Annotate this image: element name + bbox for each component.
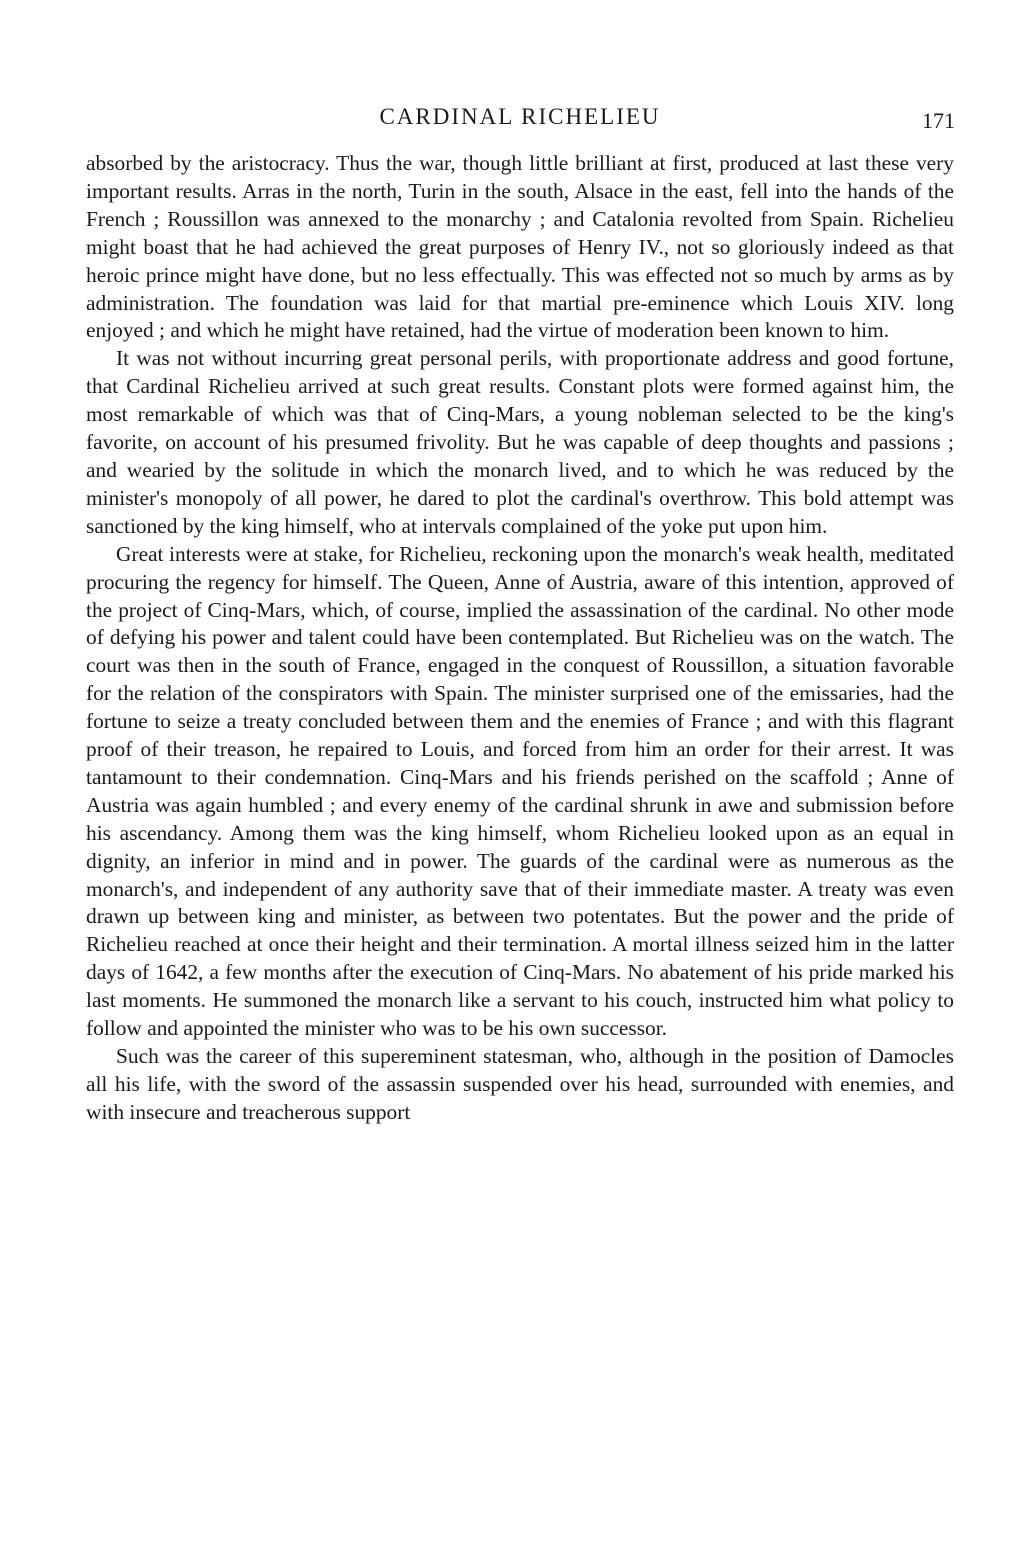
paragraph-1: absorbed by the aristocracy. Thus the war, though little brilliant at first, produced at last these very important results. Arras in the north, Turin in the south, Alsace in the east, fell into the hands of the French ; Roussillon was annexed to the monarchy ; and Catalonia revolted from Spain. Richelieu might boast that he had achieved the great purposes of Henry IV., not so gloriously indeed as that heroic prince might have done, but no less effectually. This was effected not so much by arms as by administration. The foundation was laid for that martial pre-eminence which Louis XIV. long enjoyed ; and which he might have retained, had the virtue of moderation been known to him.	[86, 151, 954, 343]
body-text	[86, 150, 954, 1127]
paragraph-3: Great interests were at stake, for Richelieu, reckoning upon the monarch's weak health, meditated procuring the regency for himself. The Queen, Anne of Austria, aware of this intention, approved of the project of Cinq-Mars, which, of course, implied the assassination of the cardinal. No other mode of defying his power and talent could have been contemplated. But Richelieu was on the watch. The court was then in the south of France, engaged in the conquest of Roussillon, a situation favorable for the relation of the conspirators with Spain. The minister surprised one of the emissaries, had the fortune to seize a treaty concluded between them and the enemies of France ; and with this flagrant proof of their treason, he repaired to Louis, and forced from him an order for their arrest. It was tantamount to their condemnation. Cinq-Mars and his friends perished on the scaffold ; Anne of Austria was again humbled ; and every enemy of the cardinal shrunk in awe and submission before his ascendancy. Among them was the king himself, whom Richelieu looked upon as an equal in dignity, an inferior in mind and in power. The guards of the cardinal were as numerous as the monarch's, and independent of any authority save that of their immediate master. A treaty was even drawn up between king and minister, as between two potentates. But the power and the pride of Richelieu reached at once their height and their termination. A mortal illness seized him in the latter days of 1642, a few months after the execution of Cinq-Mars. No abatement of his pride marked his last moments. He summoned the monarch like a servant to his couch, instructed him what policy to follow and appointed the minister who was to be his own successor.	[86, 541, 954, 1041]
paragraph-4: Such was the career of this supereminent statesman, who, although in the position of Damocles all his life, with the sword of the assassin suspended over his head, surrounded with enemies, and with insecure and treacherous support	[86, 1044, 954, 1124]
paragraph-2: It was not without incurring great personal perils, with proportionate address and good fortune, that Cardinal Richelieu arrived at such great results. Constant plots were formed against him, the most remarkable of which was that of Cinq-Mars, a young nobleman selected to be the king's favorite, on account of his presumed frivolity. But he was capable of deep thoughts and passions ; and wearied by the solitude in which the monarch lived, and to which he was reduced by the minister's monopoly of all power, he dared to plot the cardinal's overthrow. This bold attempt was sanctioned by the king himself, who at intervals complained of the yoke put upon him.	[86, 346, 954, 538]
page-number: 171	[922, 108, 955, 133]
running-head	[85, 104, 955, 138]
running-head-title: CARDINAL RICHELIEU	[379, 104, 661, 129]
